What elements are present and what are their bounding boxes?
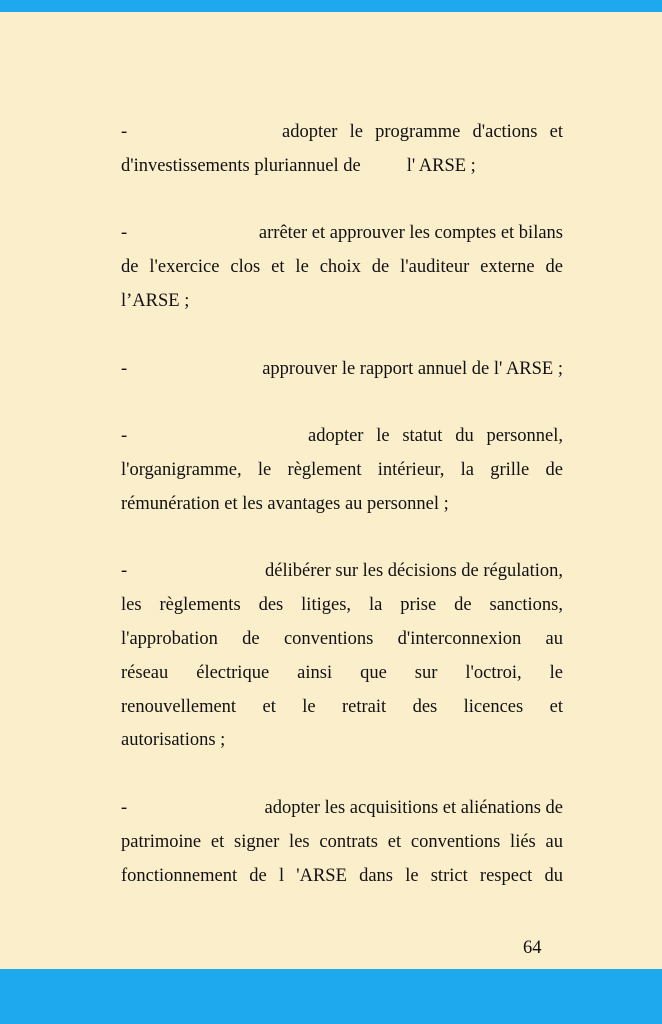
item-first-text: adopter le programme d'actions et xyxy=(282,122,563,142)
list-item xyxy=(121,555,563,758)
item-line-text: l’ARSE ; xyxy=(121,290,190,311)
item-line xyxy=(121,826,563,860)
item-first-text: arrêter et approuver les comptes et bilans xyxy=(258,223,563,244)
item-first-text: approuver le rapport annuel de l' ARSE ; xyxy=(262,358,563,379)
item-line xyxy=(121,488,563,522)
item-dash: - xyxy=(121,223,128,244)
item-line xyxy=(121,623,563,657)
item-line xyxy=(121,691,563,725)
item-first-text: adopter les acquisitions et aliénations de xyxy=(264,797,563,818)
item-line-text: autorisations ; xyxy=(121,730,226,751)
item-first-line xyxy=(121,217,563,251)
item-line xyxy=(121,285,563,319)
item-first-line xyxy=(121,792,563,826)
item-first-line xyxy=(121,353,563,387)
item-line xyxy=(121,251,563,285)
item-line xyxy=(121,657,563,691)
item-first-line xyxy=(121,420,563,454)
bottom-color-bar xyxy=(0,969,662,1024)
item-line-text: de l'exercice clos et le choix de l'auditeur externe de xyxy=(121,257,563,278)
item-dash: - xyxy=(121,561,128,582)
list-item xyxy=(121,116,563,184)
item-dash: - xyxy=(121,426,128,447)
item-line-text: d'investissements pluriannuel de xyxy=(121,155,361,176)
item-line xyxy=(121,589,563,623)
item-line-text: patrimoine et signer les contrats et conventions liés au xyxy=(121,831,563,852)
item-first-line xyxy=(121,116,563,150)
list-item xyxy=(121,353,563,387)
item-dash: - xyxy=(121,797,128,818)
item-line-text: l'approbation de conventions d'interconnexion au xyxy=(121,628,563,649)
item-line xyxy=(121,454,563,488)
list-item xyxy=(121,420,563,521)
item-line-text: réseau électrique ainsi que sur l'octroi, le xyxy=(121,662,563,683)
item-line-text: les règlements des litiges, la prise de sanctions, xyxy=(121,595,563,616)
item-first-text: adopter le statut du personnel, xyxy=(308,426,563,447)
item-line-text: renouvellement et le retrait des licences et xyxy=(121,696,563,717)
item-line-text: l'organigramme, le règlement intérieur, la grille de xyxy=(121,459,563,480)
list-item xyxy=(121,792,563,893)
top-color-bar xyxy=(0,0,662,12)
item-dash: - xyxy=(121,122,128,142)
item-line-text: rémunération et les avantages au personnel ; xyxy=(121,493,449,514)
item-line xyxy=(121,724,563,758)
item-first-text: délibérer sur les décisions de régulation, xyxy=(265,561,563,582)
page-number: 64 xyxy=(523,938,542,958)
item-line-text: fonctionnement de l 'ARSE dans le strict respect du xyxy=(121,865,563,886)
item-first-line xyxy=(121,555,563,589)
item-line xyxy=(121,150,563,184)
item-line xyxy=(121,860,563,894)
list-item xyxy=(121,217,563,318)
document-body xyxy=(121,116,563,893)
item-dash: - xyxy=(121,358,128,379)
item-line-text: l' ARSE ; xyxy=(406,155,476,176)
